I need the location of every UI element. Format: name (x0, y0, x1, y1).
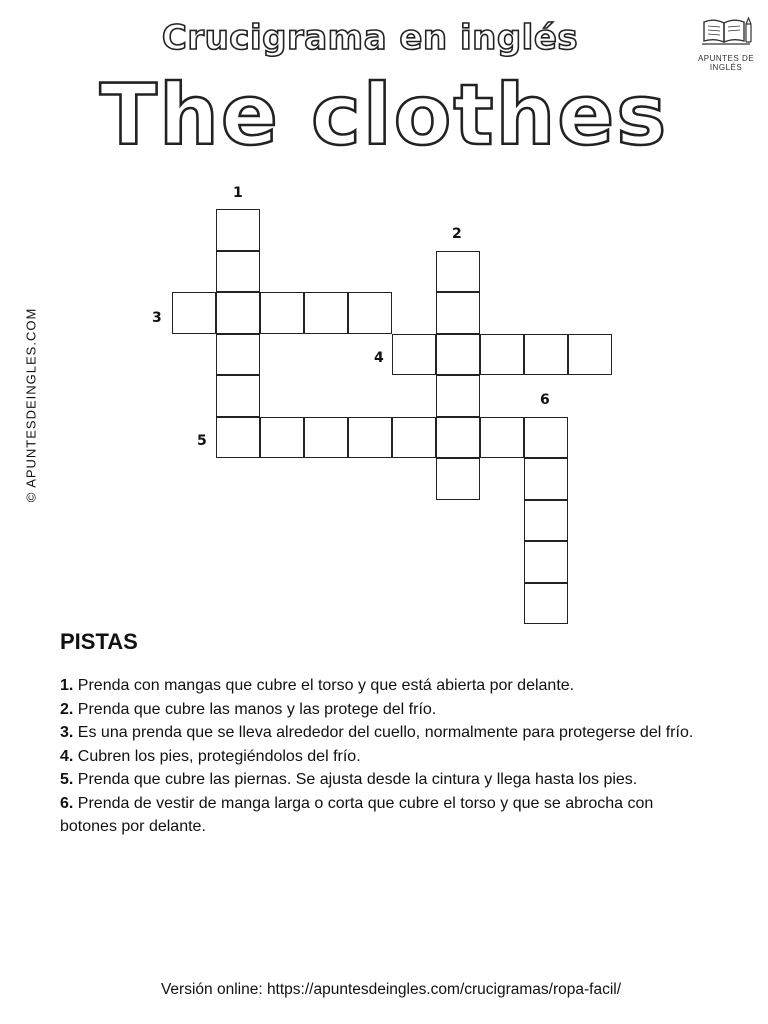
clue-number: 1. (60, 677, 74, 694)
clue-number-3: 3 (152, 310, 162, 326)
crossword-cell[interactable] (216, 251, 260, 293)
clue-text: Prenda que cubre las piernas. Se ajusta desde la cintura y llega hasta los pies. (77, 771, 638, 788)
clue-item-1 (60, 674, 710, 698)
clue-item-4 (60, 745, 710, 769)
crossword-cell[interactable] (216, 334, 260, 376)
crossword-cell[interactable] (260, 292, 304, 334)
clue-number: 2. (60, 700, 74, 718)
crossword-cell[interactable] (260, 417, 304, 459)
crossword-cell[interactable] (524, 458, 568, 500)
clue-item-5 (60, 768, 710, 792)
clues-list (60, 674, 710, 839)
crossword-cell[interactable] (480, 334, 524, 376)
clue-text: Cubren los pies, protegiéndolos del frío. (77, 747, 361, 765)
clue-number-4: 4 (374, 350, 384, 366)
clue-number-2: 2 (452, 226, 462, 242)
crossword-cell[interactable] (436, 251, 480, 293)
crossword-cell[interactable] (524, 500, 568, 542)
clue-number: 3. (60, 724, 74, 741)
clue-number: 4. (60, 747, 74, 765)
crossword-cell[interactable] (392, 417, 436, 459)
crossword-cell[interactable] (436, 417, 480, 459)
crossword-cell[interactable] (304, 292, 348, 334)
clue-number: 5. (60, 771, 74, 788)
crossword-cell[interactable] (172, 292, 216, 334)
clue-text: Prenda que cubre las manos y las protege del frío. (77, 700, 437, 718)
crossword-cell[interactable] (568, 334, 612, 376)
crossword-cell[interactable] (304, 417, 348, 459)
crossword-cell[interactable] (524, 417, 568, 459)
crossword-cell[interactable] (348, 417, 392, 459)
footer-online-link[interactable]: Versión online: https://apuntesdeingles.com/crucigramas/ropa-facil/ (160, 981, 622, 998)
clue-item-3 (60, 721, 710, 745)
crossword-cell[interactable] (348, 292, 392, 334)
clue-number-5: 5 (197, 433, 207, 449)
clue-item-2 (60, 698, 710, 722)
page-subtitle: Crucigrama en inglés (161, 18, 579, 58)
crossword-cell[interactable] (436, 375, 480, 417)
page-title: The clothes (99, 66, 669, 164)
crossword-cell[interactable] (524, 334, 568, 376)
clue-number-6: 6 (540, 392, 550, 408)
crossword-cell[interactable] (524, 541, 568, 583)
crossword-cell[interactable] (216, 375, 260, 417)
crossword-cell[interactable] (480, 417, 524, 459)
clue-number: 6. (60, 794, 74, 812)
crossword-cell[interactable] (524, 583, 568, 625)
side-credit: © APUNTESDEINGLES.COM (23, 307, 39, 503)
clue-number-1: 1 (233, 185, 243, 201)
clue-text: Es una prenda que se lleva alrededor del cuello, normalmente para protegerse del frío. (77, 724, 694, 741)
clue-text: Prenda de vestir de manga larga o corta que cubre el torso y que se abrocha con botones por delante. (60, 794, 654, 835)
crossword-cell[interactable] (216, 292, 260, 334)
logo-text: APUNTES DE INGLÉS (697, 54, 755, 72)
clue-item-6 (60, 792, 710, 839)
crossword-cell[interactable] (436, 458, 480, 500)
crossword-cell[interactable] (436, 334, 480, 376)
clues-title: PISTAS (60, 629, 138, 654)
clue-text: Prenda con mangas que cubre el torso y que está abierta por delante. (77, 677, 575, 694)
crossword-cell[interactable] (216, 417, 260, 459)
crossword-cell[interactable] (436, 292, 480, 334)
crossword-cell[interactable] (392, 334, 436, 376)
crossword-cell[interactable] (216, 209, 260, 251)
